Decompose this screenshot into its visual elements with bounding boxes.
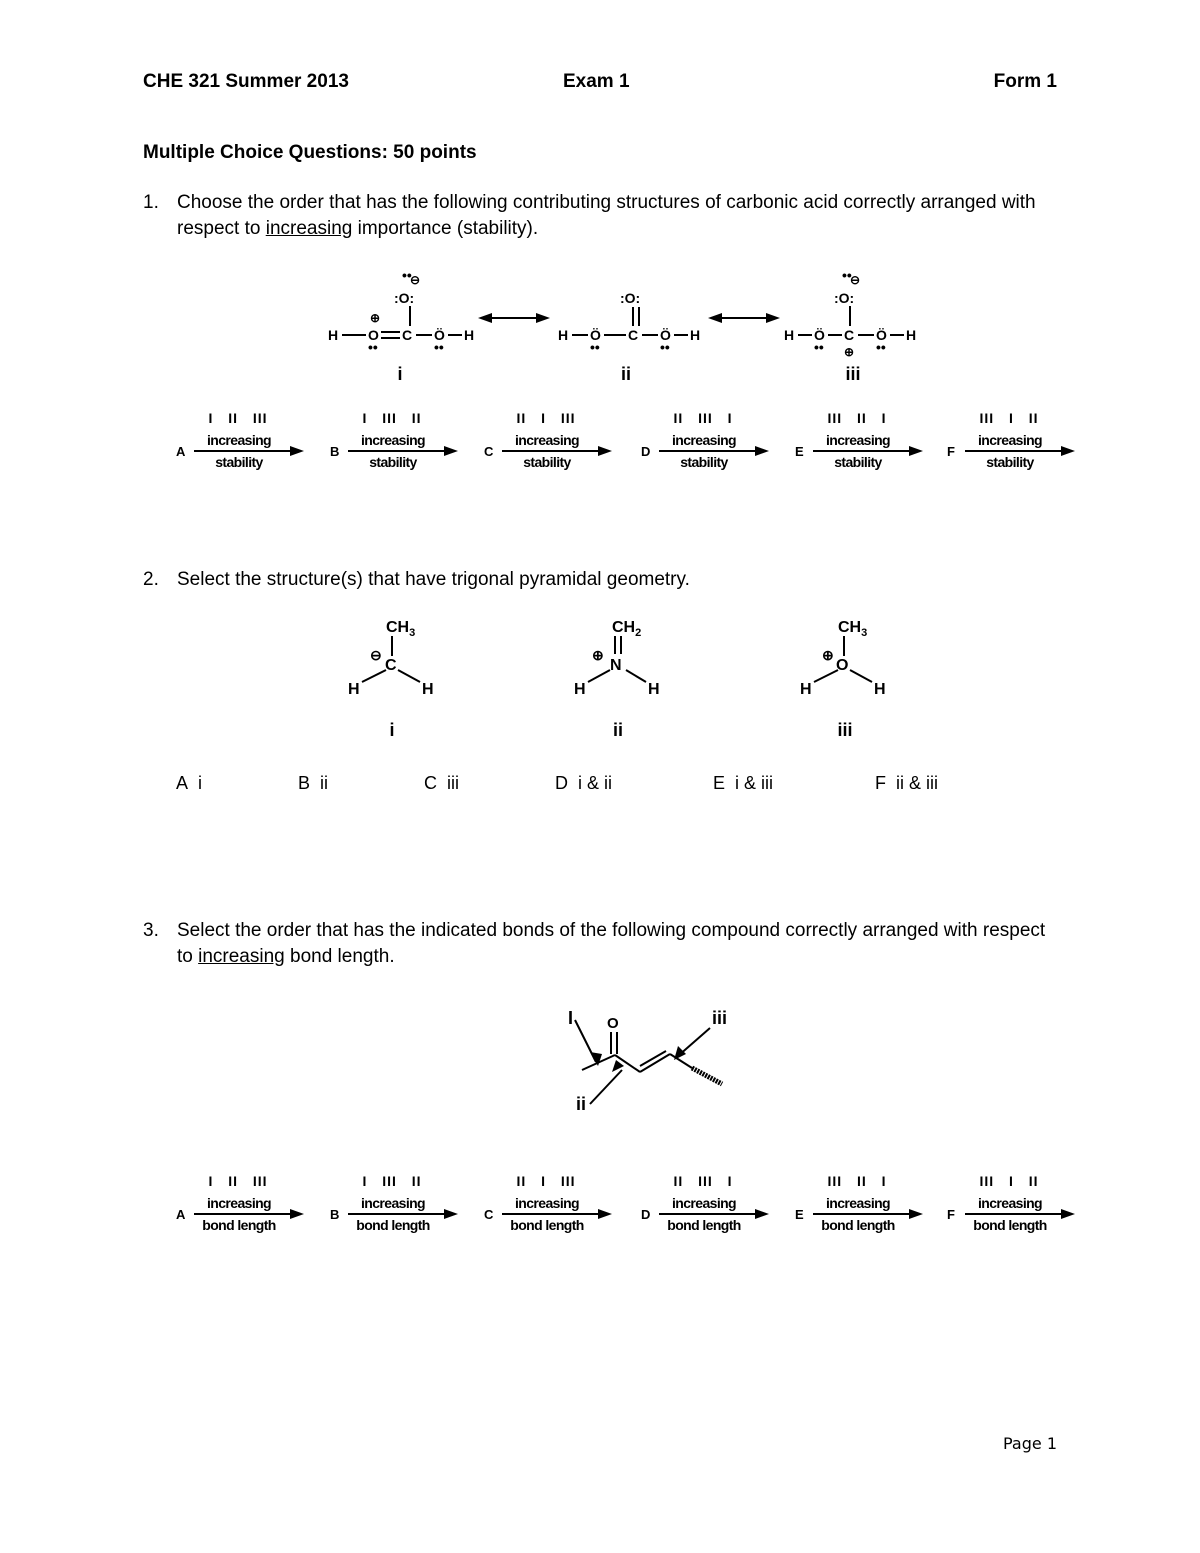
svg-text:N: N	[610, 657, 622, 674]
svg-text:CH3: $CH_3$	[386, 619, 416, 639]
svg-text:C: C	[628, 327, 639, 343]
option-letter: E	[795, 1207, 804, 1222]
arrow-top-label: increasing	[206, 1195, 272, 1211]
arrow-bottom-label: stability	[369, 454, 417, 470]
svg-text:⊕: ⊕	[370, 311, 381, 325]
question-text-part: Choose the order that has the following contributing structures of carbonic acid correctly arranged with respect to	[177, 192, 1036, 239]
arrow-top-label: increasing	[360, 432, 426, 448]
question-text	[177, 918, 1063, 970]
option-order: II I III	[516, 410, 576, 426]
underlined-word: increasing	[265, 218, 353, 239]
option-order: III I II	[979, 1173, 1039, 1189]
pyramidal-structures	[330, 612, 910, 702]
option-letter: B	[330, 444, 340, 459]
option-c[interactable]	[484, 410, 624, 480]
option-letter: A	[176, 444, 186, 459]
svg-text:H: H	[648, 681, 660, 698]
choice-value: i & iii	[735, 773, 774, 793]
option-letter: E	[795, 444, 804, 459]
bond-label-iii: iii	[712, 1008, 728, 1028]
svg-text:••: ••	[590, 339, 600, 355]
question-text-part: Select the order that has the indicated bonds of the following compound correctly arranged with respect to	[177, 920, 1046, 967]
choice-letter: B	[298, 773, 311, 793]
structure-label-ii: ii	[620, 364, 631, 384]
option-letter: C	[484, 1207, 494, 1222]
svg-text:CH2: $CH_2$	[612, 619, 642, 639]
structure-i	[328, 270, 474, 355]
structure-label-ii: ii	[612, 720, 623, 740]
question-3	[143, 918, 1063, 970]
svg-text:••: ••	[660, 339, 670, 355]
structure-iii	[784, 270, 916, 359]
arrow-bottom-label: bond length	[973, 1217, 1047, 1233]
svg-text:••: ••	[814, 339, 824, 355]
option-order: I II III	[208, 410, 268, 426]
choice-c[interactable]	[424, 773, 459, 794]
svg-text:Ö: Ö	[814, 327, 825, 343]
underlined-word: increasing	[198, 946, 285, 967]
option-letter: F	[947, 444, 955, 459]
svg-text:⊖: ⊖	[370, 647, 382, 663]
svg-text:H: H	[874, 681, 886, 698]
choice-b[interactable]	[298, 773, 328, 794]
svg-text:C: C	[402, 327, 413, 343]
structure-ii	[574, 619, 660, 698]
svg-text:••: ••	[876, 339, 886, 355]
option-letter: C	[484, 444, 494, 459]
option-a[interactable]	[176, 410, 316, 480]
choice-e[interactable]	[713, 773, 773, 794]
form-label: Form 1	[993, 71, 1057, 92]
bond-label-i: I	[568, 1008, 574, 1028]
option-order: III I II	[979, 410, 1039, 426]
arrow-top-label: increasing	[514, 432, 580, 448]
option-order: III II I	[827, 410, 887, 426]
svg-text:H: H	[328, 327, 339, 343]
svg-text:H: H	[690, 327, 701, 343]
svg-text:⊕: ⊕	[822, 647, 834, 663]
section-title: Multiple Choice Questions: 50 points	[143, 142, 477, 163]
structure-label-i: i	[389, 720, 395, 740]
structure-label-iii: iii	[837, 720, 853, 740]
svg-text::O:: :O:	[834, 290, 855, 306]
svg-text:⊕: ⊕	[844, 345, 855, 359]
question-text-part: bond length.	[284, 946, 395, 967]
svg-text:Ö: Ö	[876, 327, 887, 343]
question-1	[143, 190, 1063, 242]
page-number: Page 1	[1003, 1434, 1057, 1453]
option-order: II I III	[516, 1173, 576, 1189]
svg-text:H: H	[558, 327, 569, 343]
svg-text:H: H	[422, 681, 434, 698]
choice-a[interactable]	[176, 773, 202, 794]
course-title: CHE 321 Summer 2013	[143, 71, 349, 92]
svg-text:⊖: ⊖	[410, 273, 421, 287]
arrow-bottom-label: stability	[215, 454, 263, 470]
choice-value: ii	[320, 773, 329, 793]
option-e[interactable]	[795, 1173, 935, 1243]
question-number: 3.	[143, 920, 159, 941]
option-letter: F	[947, 1207, 955, 1222]
option-e[interactable]	[795, 410, 935, 480]
structure-iii	[800, 619, 886, 698]
q3-options	[0, 1173, 1200, 1253]
option-b[interactable]	[330, 1173, 470, 1243]
arrow-bottom-label: bond length	[667, 1217, 741, 1233]
svg-text:Ö: Ö	[660, 327, 671, 343]
svg-text:C: C	[385, 657, 397, 674]
structure-label-i: i	[397, 364, 403, 384]
question-text-part: importance (stability).	[352, 218, 539, 239]
choice-value: ii & iii	[896, 773, 939, 793]
option-a[interactable]	[176, 1173, 316, 1243]
svg-text:O: O	[836, 657, 849, 674]
carbonic-acid-resonance-structures	[310, 270, 950, 360]
arrow-top-label: increasing	[206, 432, 272, 448]
bond-label-ii: ii	[576, 1094, 587, 1114]
arrow-top-label: increasing	[977, 1195, 1043, 1211]
option-order: II III I	[673, 1173, 733, 1189]
svg-text:••: ••	[842, 270, 852, 283]
svg-text:H: H	[784, 327, 795, 343]
arrow-bottom-label: stability	[680, 454, 728, 470]
option-order: II III I	[673, 410, 733, 426]
option-order: I III II	[362, 1173, 422, 1189]
choice-value: i & ii	[578, 773, 613, 793]
question-text	[177, 190, 1063, 242]
question-number: 2.	[143, 569, 159, 590]
option-letter: D	[641, 444, 651, 459]
option-order: III II I	[827, 1173, 887, 1189]
choice-f[interactable]	[875, 773, 938, 794]
arrow-bottom-label: bond length	[510, 1217, 584, 1233]
svg-text:••: ••	[368, 339, 378, 355]
svg-text:Ö: Ö	[590, 327, 601, 343]
option-d[interactable]	[641, 1173, 781, 1243]
structure-ii	[558, 290, 700, 355]
question-2	[143, 567, 1063, 593]
question-text: Select the structure(s) that have trigonal pyramidal geometry.	[177, 569, 690, 590]
svg-text:⊖: ⊖	[850, 273, 861, 287]
structure-i	[348, 619, 434, 698]
choice-letter: E	[713, 773, 726, 793]
option-d[interactable]	[641, 410, 781, 480]
arrow-top-label: increasing	[514, 1195, 580, 1211]
arrow-bottom-label: bond length	[821, 1217, 895, 1233]
svg-text:••: ••	[434, 339, 444, 355]
choice-letter: D	[555, 773, 568, 793]
svg-text:••: ••	[402, 270, 412, 283]
arrow-top-label: increasing	[825, 1195, 891, 1211]
option-b[interactable]	[330, 410, 470, 480]
arrow-top-label: increasing	[671, 432, 737, 448]
option-f[interactable]	[947, 1173, 1087, 1243]
svg-text:H: H	[906, 327, 917, 343]
arrow-bottom-label: stability	[834, 454, 882, 470]
svg-text::O:: :O:	[620, 290, 641, 306]
arrow-bottom-label: bond length	[202, 1217, 276, 1233]
svg-text:Ö: Ö	[434, 327, 445, 343]
choice-value: iii	[447, 773, 460, 793]
option-order: I III II	[362, 410, 422, 426]
svg-text:H: H	[800, 681, 812, 698]
svg-text:H: H	[348, 681, 360, 698]
question-number: 1.	[143, 192, 159, 213]
svg-text::O:: :O:	[394, 290, 415, 306]
arrow-bottom-label: stability	[523, 454, 571, 470]
choice-d[interactable]	[555, 773, 612, 794]
option-order: I II III	[208, 1173, 268, 1189]
svg-text:C: C	[844, 327, 855, 343]
svg-text:⊕: ⊕	[592, 647, 604, 663]
option-f[interactable]	[947, 410, 1087, 480]
structure-label-iii: iii	[845, 364, 861, 384]
svg-text:CH3: $CH_3$	[838, 619, 868, 639]
svg-text:O: O	[607, 1015, 619, 1032]
choice-letter: F	[875, 773, 886, 793]
svg-text:H: H	[464, 327, 475, 343]
option-letter: D	[641, 1207, 651, 1222]
arrow-top-label: increasing	[825, 432, 891, 448]
choice-letter: A	[176, 773, 189, 793]
arrow-top-label: increasing	[671, 1195, 737, 1211]
arrow-top-label: increasing	[360, 1195, 426, 1211]
svg-text:H: H	[574, 681, 586, 698]
option-letter: A	[176, 1207, 186, 1222]
option-letter: B	[330, 1207, 340, 1222]
choice-value: i	[198, 773, 203, 793]
svg-text:O: O	[368, 327, 379, 343]
arrow-bottom-label: stability	[986, 454, 1034, 470]
arrow-bottom-label: bond length	[356, 1217, 430, 1233]
choice-letter: C	[424, 773, 437, 793]
q1-options	[0, 410, 1200, 490]
option-c[interactable]	[484, 1173, 624, 1243]
exam-title: Exam 1	[563, 71, 630, 92]
arrow-top-label: increasing	[977, 432, 1043, 448]
